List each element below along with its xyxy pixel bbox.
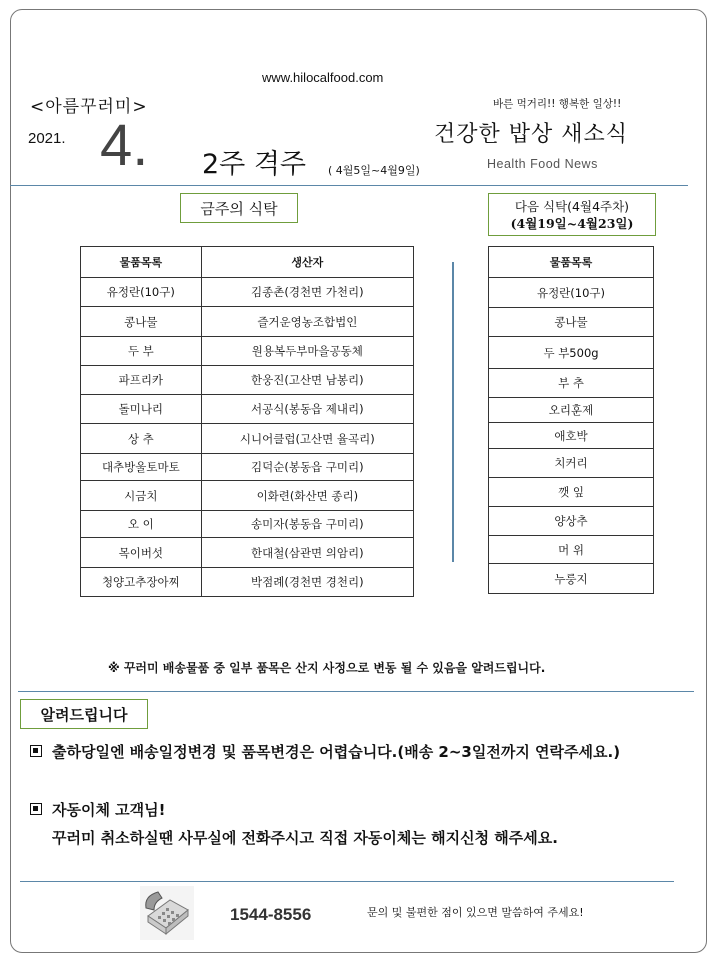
item-cell: 양상추 [489, 507, 654, 536]
column-divider [452, 262, 454, 562]
item-cell: 애호박 [489, 423, 654, 449]
producer-cell: 원용복두부마을공동체 [201, 337, 413, 366]
item-cell: 치커리 [489, 449, 654, 478]
table-row [489, 478, 654, 507]
newsletter-title: 건강한 밥상 새소식 [434, 122, 629, 147]
announcement-label: 알려드립니다 [20, 699, 148, 729]
producer-cell: 김종촌(경천면 가천리) [201, 278, 413, 307]
table-row [81, 337, 414, 366]
this-week-label: 금주의 식탁 [180, 193, 298, 223]
producer-cell: 박점례(경천면 경천리) [201, 568, 413, 597]
header-divider [10, 185, 688, 186]
table-row [489, 536, 654, 564]
announcement-line-3: 꾸러미 취소하실땐 사무실에 전화주시고 직접 자동이체는 해지신청 해주세요. [52, 829, 558, 847]
table-header-item: 물품목록 [81, 247, 202, 278]
announcement-line-1 [30, 741, 620, 762]
item-cell: 대추방울토마토 [81, 454, 202, 481]
announcement-line-1-text: 출하당일엔 배송일정변경 및 품목변경은 어렵습니다.(배송 2~3일전까지 연락주세요.) [52, 743, 621, 761]
item-cell: 콩나물 [489, 308, 654, 337]
this-week-table [80, 246, 414, 597]
brand-name: <아름꾸러미> [30, 97, 148, 117]
next-week-range: (4월19일~4월23일) [510, 215, 634, 231]
item-cell: 오리훈제 [489, 398, 654, 423]
item-cell: 청양고추장아찌 [81, 568, 202, 597]
item-cell: 상 추 [81, 424, 202, 454]
item-cell: 오 이 [81, 511, 202, 538]
announcement-line-2-text: 자동이체 고객님! [52, 801, 166, 819]
item-cell: 돌미나리 [81, 395, 202, 424]
table-row [81, 395, 414, 424]
table-row [489, 564, 654, 594]
item-cell: 파프리카 [81, 366, 202, 395]
item-cell: 부 추 [489, 369, 654, 398]
next-week-label-box [488, 193, 656, 236]
table-row [489, 337, 654, 369]
month: 4. [100, 113, 149, 178]
contact-text: 문의 및 불편한 점이 있으면 말씀하여 주세요! [367, 906, 584, 919]
next-week-table [488, 246, 654, 594]
table-row [81, 278, 414, 307]
week-label: 2주 격주 [202, 149, 307, 180]
table-row [81, 424, 414, 454]
date-range: ( 4월5일~4월9일) [328, 164, 420, 177]
producer-cell: 송미자(봉동읍 구미리) [201, 511, 413, 538]
item-cell: 머 위 [489, 536, 654, 564]
telephone-icon [140, 886, 194, 940]
producer-cell: 서공식(봉동읍 제내리) [201, 395, 413, 424]
item-cell: 누룽지 [489, 564, 654, 594]
table-row [489, 278, 654, 308]
table-row [81, 538, 414, 568]
producer-cell: 김덕순(봉동읍 구미리) [201, 454, 413, 481]
producer-cell: 즐거운영농조합법인 [201, 307, 413, 337]
item-cell: 유정란(10구) [81, 278, 202, 307]
producer-cell: 이화련(화산면 종리) [201, 481, 413, 511]
table-row [489, 308, 654, 337]
item-cell: 유정란(10구) [489, 278, 654, 308]
table-row [489, 423, 654, 449]
table-row [489, 507, 654, 536]
table-header-producer: 생산자 [201, 247, 413, 278]
square-bullet-icon [30, 745, 42, 757]
table-header-item: 물품목록 [489, 247, 654, 278]
announcement-line-2 [30, 799, 166, 820]
next-week-label: 다음 식탁(4월4주차) [514, 198, 630, 214]
slogan: 바른 먹거리!! 행복한 일상!! [493, 98, 622, 110]
item-cell: 콩나물 [81, 307, 202, 337]
table-row [489, 449, 654, 478]
year: 2021. [28, 130, 66, 147]
table-row [489, 398, 654, 423]
item-cell: 두 부 [81, 337, 202, 366]
phone-number: 1544-8556 [230, 905, 312, 924]
item-cell: 깻 잎 [489, 478, 654, 507]
producer-cell: 시니어클럽(고산면 율곡리) [201, 424, 413, 454]
notice-text: ※ 꾸러미 배송물품 중 일부 품목은 산지 사정으로 변동 될 수 있음을 알려드립니다. [108, 661, 546, 675]
table-row [81, 307, 414, 337]
notice-divider [18, 691, 694, 692]
item-cell: 시금치 [81, 481, 202, 511]
table-row [489, 369, 654, 398]
producer-cell: 한대철(삼관면 의암리) [201, 538, 413, 568]
table-row [81, 454, 414, 481]
table-row [81, 481, 414, 511]
square-bullet-icon [30, 803, 42, 815]
website-url: www.hilocalfood.com [262, 70, 384, 85]
item-cell: 목이버섯 [81, 538, 202, 568]
table-row [81, 511, 414, 538]
table-row [81, 568, 414, 597]
newsletter-subtitle: Health Food News [487, 157, 598, 171]
footer-divider [20, 881, 674, 882]
item-cell: 두 부500g [489, 337, 654, 369]
table-row [81, 366, 414, 395]
producer-cell: 한웅진(고산면 남봉리) [201, 366, 413, 395]
